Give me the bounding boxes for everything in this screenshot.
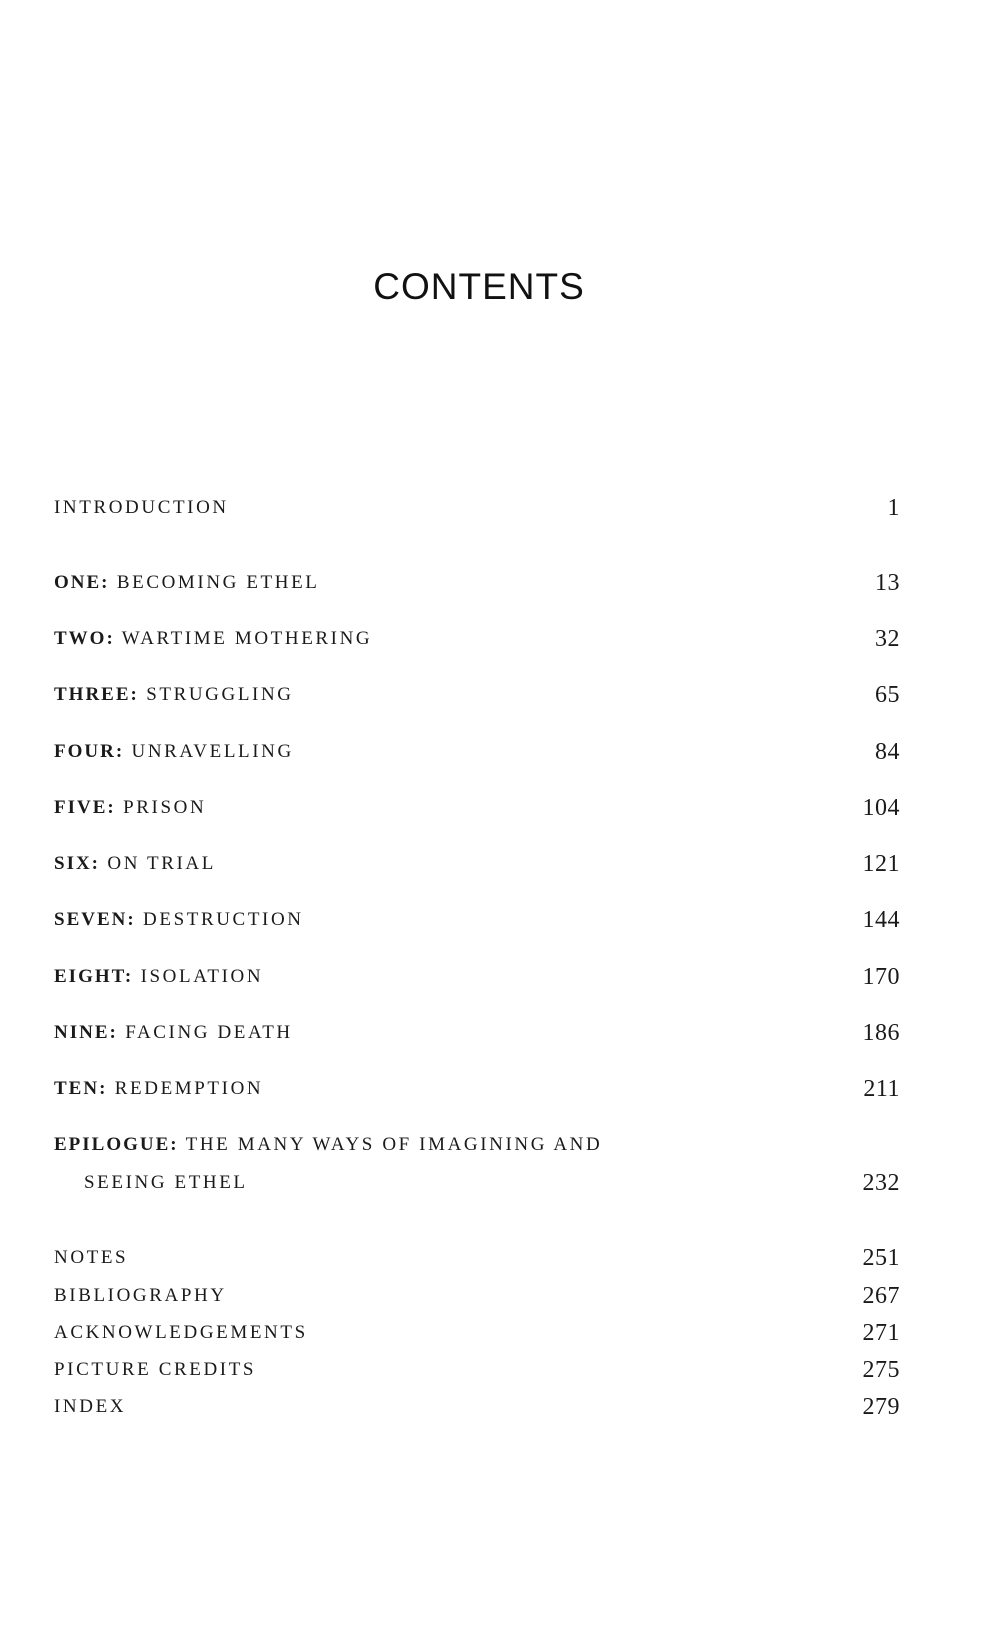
- toc-entry-picture-credits: [54, 1359, 900, 1389]
- chapter-title: REDEMPTION: [114, 1078, 264, 1099]
- chapter-title: ISOLATION: [140, 966, 264, 987]
- toc-entry-label: [54, 1078, 263, 1100]
- chapter-title: UNRAVELLING: [131, 741, 294, 762]
- toc-entry-chapter-eight: [54, 966, 900, 996]
- toc-entry-page: 279: [862, 1394, 900, 1420]
- toc-entry-chapter-seven: [54, 909, 900, 939]
- chapter-number: EIGHT:: [54, 966, 134, 987]
- toc-entry-page: 232: [862, 1170, 900, 1196]
- toc-entry-page: 121: [862, 851, 900, 877]
- toc-entry-label: [54, 741, 294, 763]
- toc-entry-label: INTRODUCTION: [54, 497, 229, 518]
- toc-entry-index: [54, 1396, 900, 1426]
- toc-entry-introduction: [54, 497, 900, 527]
- toc-entry-bibliography: [54, 1285, 900, 1315]
- chapter-title: BECOMING ETHEL: [116, 572, 320, 593]
- chapter-number: NINE:: [54, 1022, 118, 1043]
- chapter-title: ON TRIAL: [107, 853, 216, 874]
- toc-entry-page: 144: [862, 907, 900, 933]
- page-title: CONTENTS: [373, 266, 585, 307]
- chapter-number: FOUR:: [54, 741, 125, 762]
- chapter-title: DESTRUCTION: [143, 909, 304, 930]
- toc-entry-label: [54, 1022, 293, 1044]
- toc-entry-page: 251: [862, 1245, 900, 1271]
- chapter-number: ONE:: [54, 572, 110, 593]
- toc-entry-page: 104: [862, 795, 900, 821]
- toc-entry-label: NOTES: [54, 1247, 129, 1268]
- toc-entry-chapter-three: [54, 684, 900, 714]
- toc-entry-label: [54, 966, 263, 988]
- toc-entry-notes: [54, 1247, 900, 1277]
- chapter-title: FACING DEATH: [125, 1022, 293, 1043]
- chapter-number: THREE:: [54, 684, 139, 705]
- toc-entry-chapter-five: [54, 797, 900, 827]
- toc-entry-page: 32: [875, 626, 900, 652]
- toc-entry-page: 84: [875, 739, 900, 765]
- toc-entry-label: [54, 684, 294, 706]
- toc-entry-chapter-nine: [54, 1022, 900, 1052]
- chapter-number: FIVE:: [54, 797, 116, 818]
- chapter-title: WARTIME MOTHERING: [121, 628, 373, 649]
- chapter-title: STRUGGLING: [146, 684, 294, 705]
- chapter-title: THE MANY WAYS OF IMAGINING AND: [185, 1134, 603, 1155]
- chapter-number: SEVEN:: [54, 909, 136, 930]
- chapter-title: PRISON: [123, 797, 207, 818]
- toc-entry-page: 186: [862, 1020, 900, 1046]
- toc-entry-label: BIBLIOGRAPHY: [54, 1285, 227, 1306]
- toc-entry-epilogue: [54, 1134, 900, 1204]
- toc-entry-label: [54, 797, 206, 819]
- toc-entry-label: INDEX: [54, 1396, 127, 1417]
- toc-entry-chapter-six: [54, 853, 900, 883]
- toc-entry-page: 1: [887, 495, 900, 521]
- toc-entry-page: 65: [875, 682, 900, 708]
- chapter-number: TWO:: [54, 628, 115, 649]
- toc-entry-label: PICTURE CREDITS: [54, 1359, 257, 1380]
- toc-entry-page: 271: [862, 1320, 900, 1346]
- toc-entry-label: [54, 1134, 602, 1156]
- toc-entry-chapter-one: [54, 572, 900, 602]
- chapter-number: SIX:: [54, 853, 101, 874]
- toc-entry-label: ACKNOWLEDGEMENTS: [54, 1322, 308, 1343]
- chapter-number: TEN:: [54, 1078, 108, 1099]
- toc-entry-label: [54, 628, 372, 650]
- toc-entry-page: 275: [862, 1357, 900, 1383]
- chapter-number: EPILOGUE:: [54, 1134, 179, 1155]
- toc-entry-label-continued: SEEING ETHEL: [84, 1172, 248, 1193]
- toc-entry-chapter-ten: [54, 1078, 900, 1108]
- toc-entry-page: 170: [862, 964, 900, 990]
- toc-entry-acknowledgements: [54, 1322, 900, 1352]
- toc-entry-page: 211: [863, 1076, 900, 1102]
- toc-entry-label: [54, 853, 216, 875]
- toc-entry-label: [54, 572, 320, 594]
- toc-entry-page: 13: [875, 570, 900, 596]
- toc-entry-chapter-four: [54, 741, 900, 771]
- toc-entry-label: [54, 909, 304, 931]
- toc-entry-page: 267: [862, 1283, 900, 1309]
- toc-entry-chapter-two: [54, 628, 900, 658]
